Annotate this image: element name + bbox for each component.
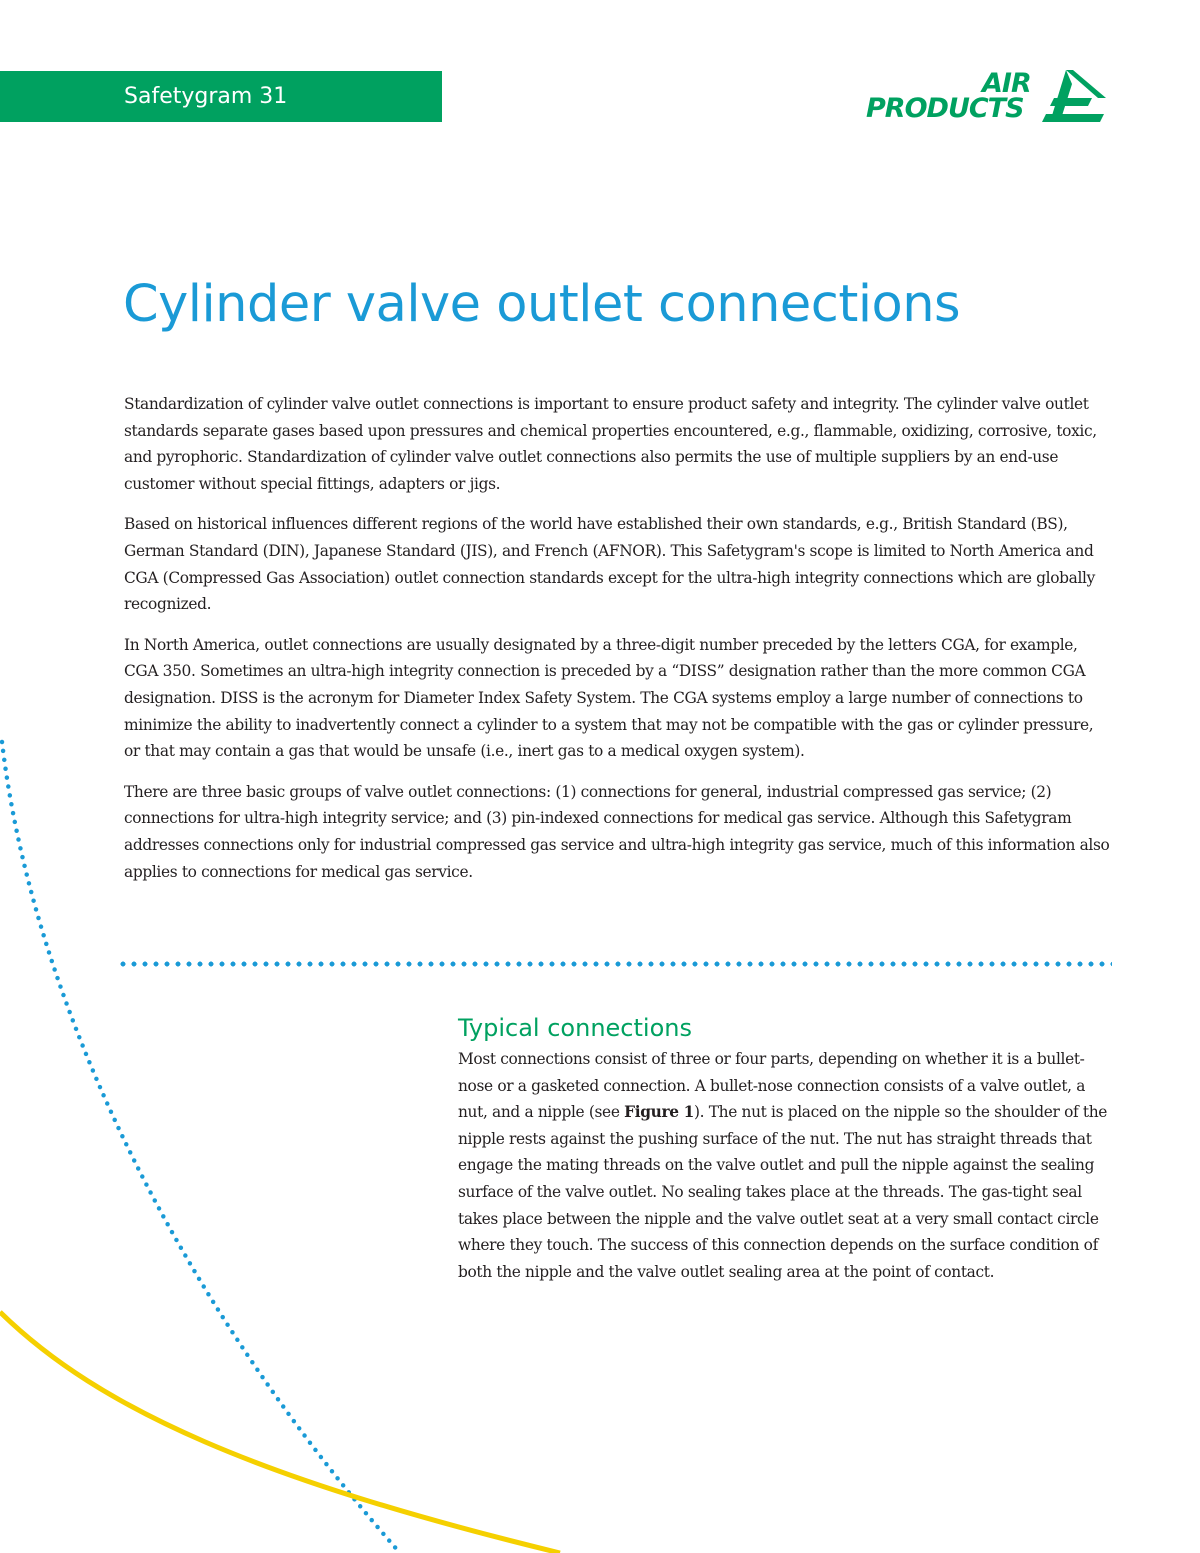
- intro-paragraph: There are three basic groups of valve outlet connections: (1) connections for general, industrial compressed gas service; (2) connections for ultra-high integrity service; and (3) pin-indexed connections for medical gas service. Although this Safetygram addresses connections only for industrial compressed gas service and ultra-high integrity gas service, much of this information also applies to connections for medical gas service.: [124, 782, 1110, 881]
- intro-paragraph: In North America, outlet connections are usually designated by a three-digit number preceded by the letters CGA, for example, CGA 350. Sometimes an ultra-high integrity connection is preceded by a “DISS” designation rather than the more common CGA designation. DISS is the acronym for Diameter Index Safety System. The CGA systems employ a large number of connections to minimize the ability to inadvertently connect a cylinder to a system that may not be compatible with the gas or cylinder pressure, or that may contain a gas that would be unsafe (i.e., inert gas to a medical oxygen system).: [124, 635, 1094, 761]
- safetygram-banner: [0, 71, 442, 122]
- section-body: [458, 1046, 1112, 1285]
- section-text-after: ). The nut is placed on the nipple so the shoulder of the nipple rests against the pushing surface of the nut. The nut has straight threads that engage the mating threads on the valve outlet and pull the nipple against the sealing surface of the valve outlet. No sealing takes place at the threads. The gas-tight seal takes place between the nipple and the valve outlet seat at a very small contact circle where they touch. The success of this connection depends on the surface condition of both the nipple and the valve outlet sealing area at the point of contact.: [458, 1103, 1108, 1281]
- section-paragraph: [458, 1046, 1112, 1285]
- logo-text-air: AIR: [982, 68, 1031, 99]
- section-text-before: Most connections consist of three or four parts, depending on whether it is a bullet-nose or a gasketed connection. A bullet-nose connection consists of a valve outlet, a nut, and a nipple (see: [458, 1050, 1086, 1122]
- logo-text-products: PRODUCTS: [866, 93, 1024, 124]
- section-heading: Typical connections: [458, 1014, 692, 1042]
- air-products-logo: [862, 66, 1118, 130]
- yellow-arc: [0, 1312, 560, 1553]
- figure-reference: Figure 1: [624, 1103, 695, 1122]
- intro-section: [124, 391, 1112, 899]
- banner-label: Safetygram 31: [124, 84, 288, 109]
- dotted-divider: [120, 961, 1112, 967]
- logo-triangle-icon: [1040, 68, 1114, 124]
- page-title: Cylinder valve outlet connections: [123, 275, 961, 334]
- intro-paragraph: Standardization of cylinder valve outlet connections is important to ensure product safety and integrity. The cylinder valve outlet standards separate gases based upon pressures and chemical properties encountered, e.g., flammable, oxidizing, corrosive, toxic, and pyrophoric. Standardization of cylinder valve outlet connections also permits the use of multiple suppliers by an end-use customer without special fittings, adapters or jigs.: [124, 395, 1097, 493]
- intro-paragraph: Based on historical influences different regions of the world have established their own standards, e.g., British Standard (BS), German Standard (DIN), Japanese Standard (JIS), and French (AFNOR). This Safetygram's scope is limited to North America and CGA (Compressed Gas Association) outlet connection standards except for the ultra-high integrity connections which are globally recognized.: [124, 515, 1095, 614]
